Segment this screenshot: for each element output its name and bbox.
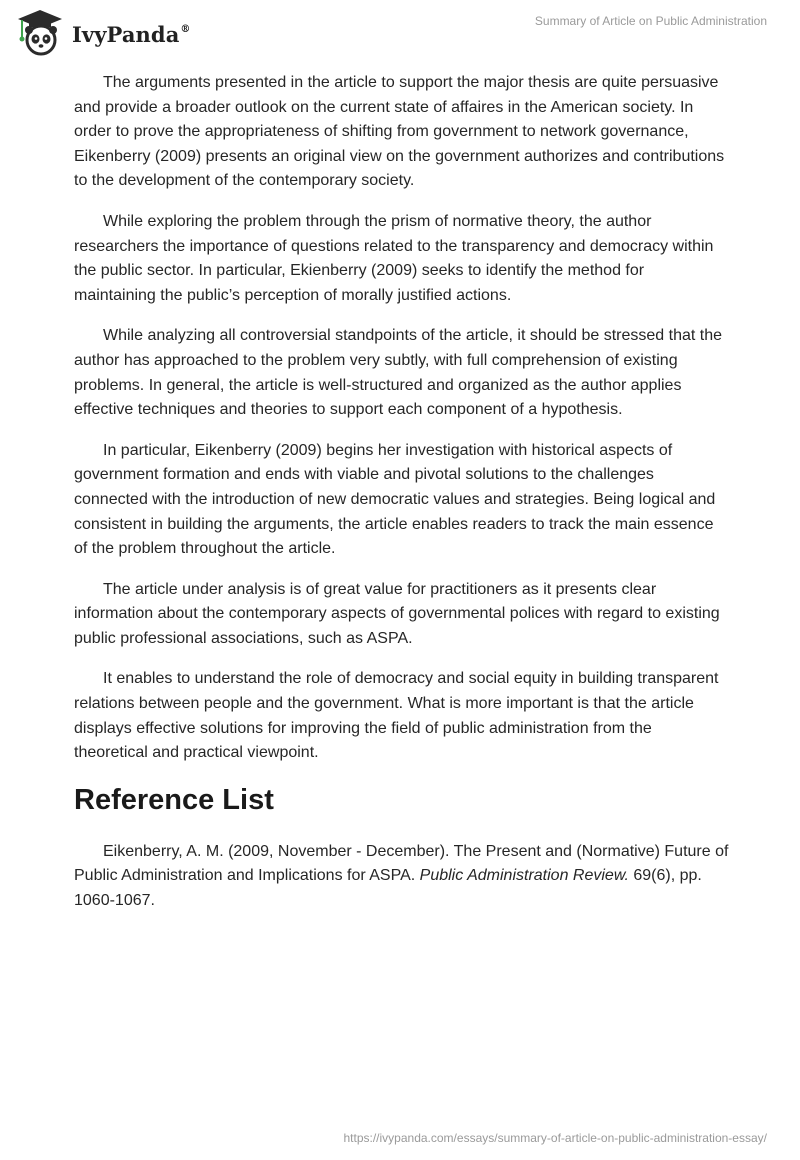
reference-lead: Eikenberry, A. M. (2009, November - December). The Present and (Normative) Future of Public Administration and Implications for ASPA. [74,842,729,885]
source-url[interactable]: https://ivypanda.com/essays/summary-of-article-on-public-administration-essay/ [343,1131,767,1145]
article-body [74,71,730,930]
paragraph: The arguments presented in the article to support the major thesis are quite persuasive and provide a broader outlook on the current state of affaires in the American society. In order to prove the appropriateness of shifting from government to network governance, Eikenberry (2009) presents an original view on the government authorizes and contributions to the development of the contemporary society. [74,74,725,190]
reference-entry [74,840,730,914]
page-header [0,0,800,60]
brand-name: IvyPanda® [72,21,191,47]
reference-journal: Public Administration Review. [419,867,629,885]
paragraph: In particular, Eikenberry (2009) begins her investigation with historical aspects of government formation and ends with viable and pivotal solutions to the challenges connected with the introduction of new democratic values and strategies. Being logical and consistent in building the arguments, the article enables readers to track the main essence of the problem throughout the article. [74,441,716,558]
page-title: Summary of Article on Public Administration [534,14,767,28]
reference-tail: 69(6), pp. 1060-1067. [74,867,702,910]
reference-list-heading: Reference List [74,783,274,816]
paragraph: While analyzing all controversial standpoints of the article, it should be stressed that the author has approached to the problem very subtly, with full comprehension of existing problems. In general, the article is well-structured and organized as the author applies effective techniques and theories to support each component of a hypothesis. [74,327,722,419]
ivypanda-logo[interactable] [14,8,191,56]
paragraph: The article under analysis is of great value for practitioners as it presents clear information about the contemporary aspects of governmental polices with regard to existing public professional associations, such as ASPA. [74,580,720,647]
paragraph: It enables to understand the role of democracy and social equity in building transparent relations between people and the government. What is more important is that the article displays effective solutions for improving the field of public administration from the theoretical and practical viewpoint. [74,670,719,762]
paragraph: While exploring the problem through the prism of normative theory, the author researchers the importance of questions related to the transparency and democracy within the public sector. In particular, Ekienberry (2009) seeks to identify the method for maintaining the public’s perception of morally justified actions. [74,212,714,304]
registered-mark: ® [180,23,191,35]
panda-graduation-cap-icon [14,8,66,56]
